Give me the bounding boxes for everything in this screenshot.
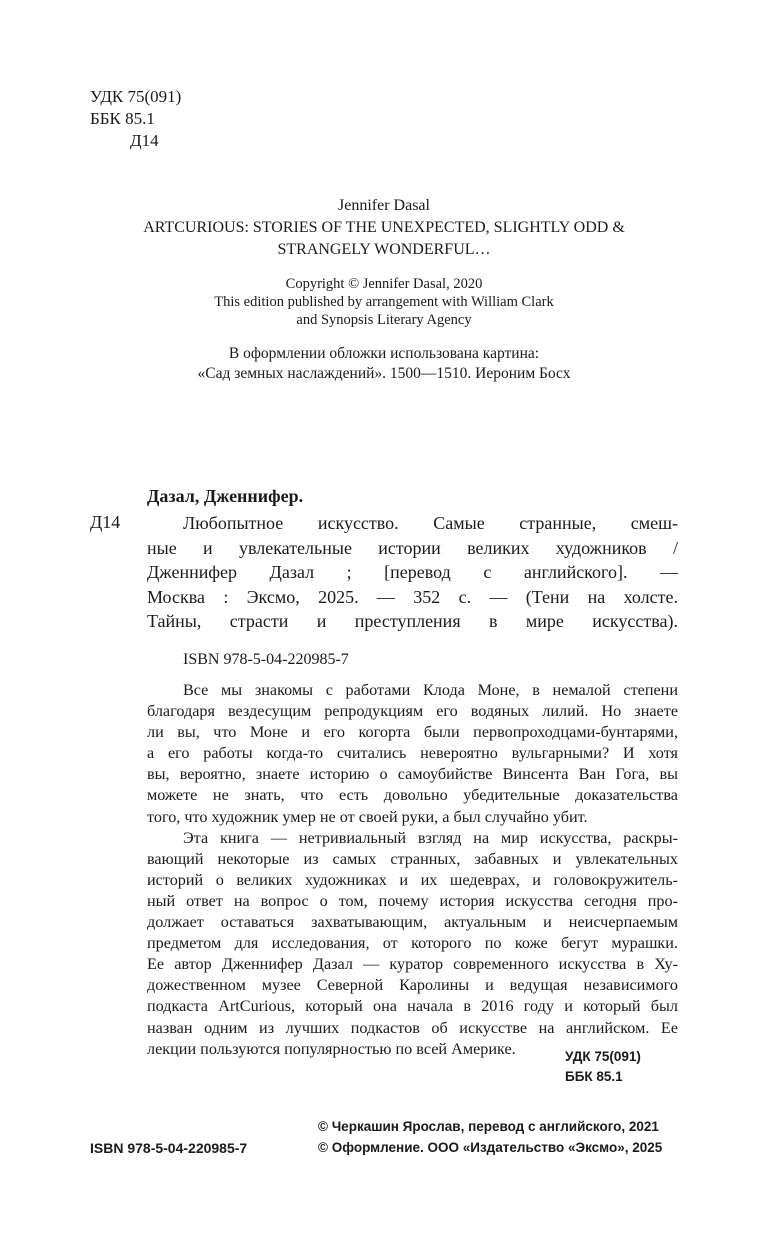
annotation-line: можете не знать, что есть довольно убедительные доказательства [147,786,678,805]
udk-code: УДК 75(091) [90,87,182,106]
catalog-line: Любопытное искусство. Самые странные, смеш- [183,513,678,533]
annotation-line: вающий некоторые из самых странных, забавных и увлекательных [147,849,678,868]
catalog-line: Москва : Эксмо, 2025. — 352 с. — (Тени на холсте. [147,586,678,607]
annotation-line: назван одним из лучших подкастов об искусстве на английском. Ее [147,1018,678,1037]
annotation-line: ли вы, что Моне и его когорта были первопроходцами-бунтарями, [147,723,678,742]
annotation-line: должает оставаться захватывающим, актуальным и неисчерпаемым [147,913,678,932]
catalog-heading: Дазал, Дженнифер. [147,486,304,506]
annotation-line: вы, вероятно, знаете историю о самоубийстве Винсента Ван Гога, вы [147,765,678,784]
catalog-isbn: ISBN 978-5-04-220985-7 [183,651,349,668]
annotation-line: Все мы знакомы с работами Клода Моне, в немалой степени [183,681,678,699]
catalog-line: Тайны, страсти и преступления в мире искусства). [147,611,678,631]
bbk-code: ББК 85.1 [90,109,155,128]
cover-credit-line: «Сад земных наслаждений». 1500—1510. Иероним Босх [197,365,571,382]
annotation-line: благодаря вездесущим репродукциям его водяных лилий. Но знаете [147,702,678,721]
footer-bbk: ББК 85.1 [565,1069,623,1084]
original-title-line: ARTCURIOUS: STORIES OF THE UNEXPECTED, SLIGHTLY ODD & [143,219,625,236]
catalog-description [147,511,678,634]
annotation-line: ный ответ на вопрос о том, почему история искусства сегодня про- [147,891,678,910]
catalog-line: ные и увлекательные истории великих художников / [147,537,678,558]
annotation-line: того, что художник умер не от своей руки, а был случайно убит. [147,807,588,826]
annotation-line: а его работы когда-то считались невероятно вульгарными? И хотя [147,744,678,763]
copyright-line: Copyright © Jennifer Dasal, 2020 [285,276,483,292]
annotation-line: подкаста ArtCurious, который она начала в 2016 году и который был [147,997,678,1016]
footer-udk: УДК 75(091) [565,1049,641,1064]
cover-credit-line: В оформлении обложки использована картина: [228,345,540,362]
original-author: Jennifer Dasal [338,197,430,214]
catalog-line: Дженнифер Дазал ; [перевод с английского]. — [147,562,678,582]
author-mark: Д14 [130,131,159,150]
annotation-line: Эта книга — нетривиальный взгляд на мир искусства, раскры- [183,828,678,847]
annotation-line: предметом для исследования, от которого по коже бегут мурашки. [147,934,678,953]
copyright-line: This edition published by arrangement with William Clark [214,294,554,310]
copyright-line: and Synopsis Literary Agency [296,312,472,328]
annotation-line: дожественном музее Северной Каролины и ведущая независимого [147,976,678,995]
design-copyright: © Оформление. ООО «Издательство «Эксмо», 2025 [318,1140,663,1155]
annotation-line: Ее автор Дженнифер Дазал — куратор современного искусства в Ху- [147,955,678,974]
annotation-line: историй о великих художниках и их шедеврах, и головокружитель- [147,870,678,889]
footer-isbn: ISBN 978-5-04-220985-7 [90,1140,248,1156]
translation-copyright: © Черкашин Ярослав, перевод с английского, 2021 [318,1119,659,1134]
original-title-line: STRANGELY WONDERFUL… [277,241,491,258]
catalog-mark: Д14 [90,512,121,532]
annotation-line: лекции пользуются популярностью по всей Америке. [147,1039,516,1058]
annotation [147,680,678,1060]
